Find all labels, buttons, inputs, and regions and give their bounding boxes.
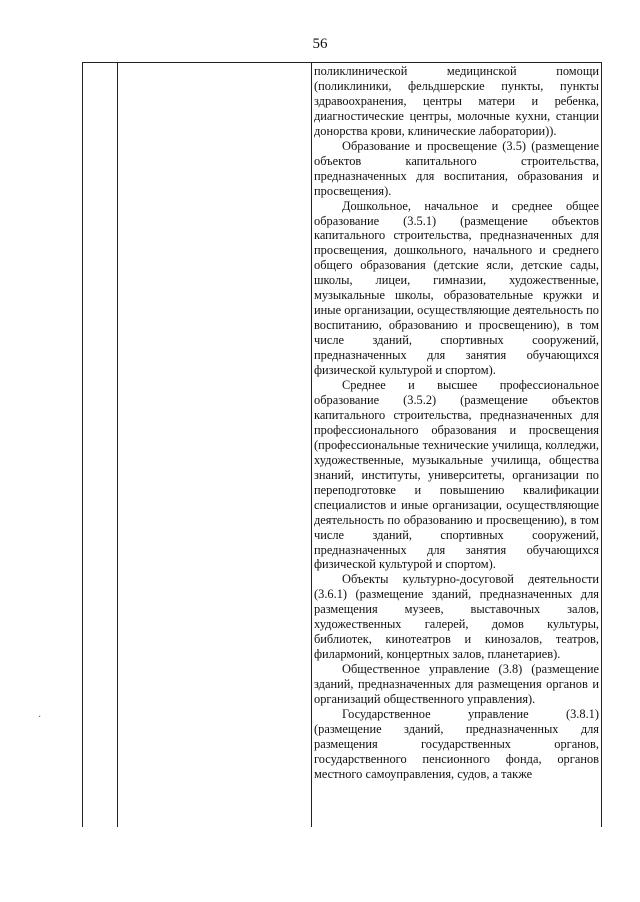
paragraph: Общественное управление (3.8) (размещение зданий, предназначенных для размещения органов и организаций общественного управления).	[314, 662, 599, 707]
document-table	[82, 62, 602, 827]
table-cell-text	[314, 64, 599, 782]
scan-speck: ·	[38, 712, 42, 723]
paragraph: Среднее и высшее профессиональное образование (3.5.2) (размещение объектов капитального строительства, предназначенных для профессионального образования и просвещения (профессиональные технические училища, колледжи, художественные, музыкальные училища, общества знаний, институты, университеты, организации по переподготовке и повышению квалификации специалистов и иные организации, осуществляющие деятельность по образованию и просвещению), в том числе зданий, спортивных сооружений, предназначенных для занятия обучающихся физической культурой и спортом).	[314, 378, 599, 572]
paragraph: Дошкольное, начальное и среднее общее образование (3.5.1) (размещение объектов капитального строительства, предназначенных для просвещения, дошкольного, начального и среднего общего образования (детские ясли, детские сады, школы, лицеи, гимназии, художественные, музыкальные школы, образовательные кружки и иные организации, осуществляющие деятельность по воспитанию, образованию и просвещению), в том числе зданий, спортивных сооружений, предназначенных для занятия обучающихся физической культурой и спортом).	[314, 198, 599, 378]
table-column-divider	[117, 63, 118, 827]
paragraph: поликлинической медицинской помощи (поликлиники, фельдшерские пункты, пункты здравоохранения, центры матери и ребенка, диагностические центры, молочные кухни, станции донорства крови, клинические лаборатории)).	[314, 64, 599, 138]
page-number: 56	[312, 36, 328, 52]
table-column-divider	[311, 63, 312, 827]
paragraph: Образование и просвещение (3.5) (размещение объектов капитального строительства, предназначенных для воспитания, образования и просвещения).	[314, 138, 599, 198]
paragraph: Государственное управление (3.8.1) (размещение зданий, предназначенных для размещения государственных органов, государственного пенсионного фонда, органов местного самоуправления, судов, а также	[314, 706, 599, 781]
paragraph: Объекты культурно-досуговой деятельности (3.6.1) (размещение зданий, предназначенных для размещения музеев, выставочных залов, художественных галерей, домов культуры, библиотек, кинотеатров и кинозалов, театров, филармоний, концертных залов, планетариев).	[314, 572, 599, 662]
